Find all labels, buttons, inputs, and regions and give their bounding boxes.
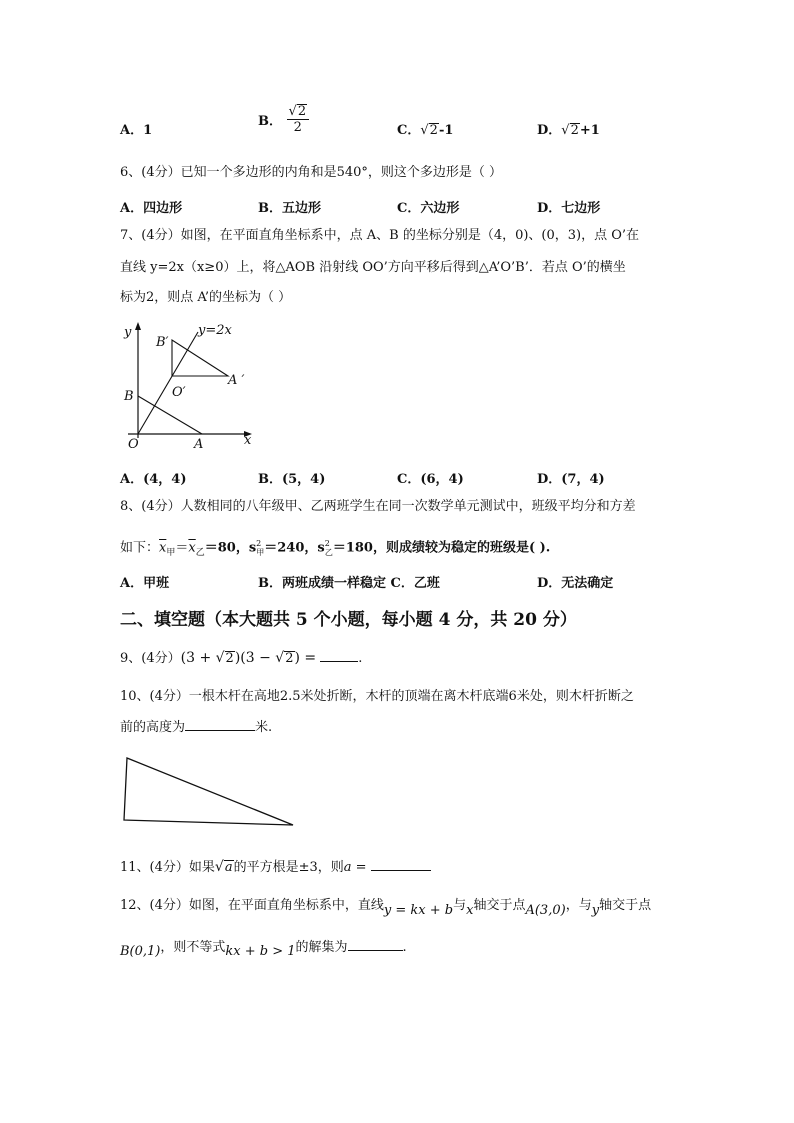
q9-expr-a: (3 +	[180, 650, 216, 666]
q9-expr-c: ) =	[294, 650, 317, 666]
q10-answer-blank[interactable]	[185, 730, 255, 731]
q8-option-d: D．无法确定	[537, 576, 614, 591]
label-a1: A ′	[228, 373, 245, 388]
segment-ba	[138, 396, 202, 434]
q8-line-2-prefix: 如下：	[120, 540, 160, 556]
section-2-heading: 二、填空题（本大题共 5 个小题，每小题 4 分，共 20 分）	[120, 610, 577, 630]
q6-option-c: C．六边形	[397, 201, 460, 216]
q5-option-b-denominator: 2	[293, 120, 302, 135]
label-o1: O′	[172, 385, 186, 400]
label-x: x	[244, 433, 252, 448]
q9: 9、(4分）(3 + √2)(3 − √2) = .	[120, 650, 363, 666]
q8-sup-1: 2	[256, 539, 262, 548]
q12-t6: 的解集为	[295, 940, 348, 955]
q11-answer-blank[interactable]	[371, 870, 431, 871]
q12-t5: ，则不等式	[160, 940, 226, 955]
q12-answer-blank[interactable]	[348, 950, 403, 951]
label-a: A	[194, 437, 204, 452]
q12-line-2	[120, 940, 407, 959]
q9-answer-blank[interactable]	[320, 661, 358, 662]
q8-line-2-d: ＝180，则成绩较为稳定的班级是( ).	[332, 540, 551, 556]
q8-line-2-b: ＝80，s	[204, 540, 257, 556]
q12-line-1	[120, 898, 652, 918]
q8-line-2	[120, 537, 550, 560]
q8-sup-2: 2	[324, 539, 330, 548]
q5-option-c: C．√2-1	[397, 123, 454, 138]
label-o: O	[128, 437, 139, 452]
q5-option-a: A．1	[120, 123, 153, 138]
q12-prefix: 12、(4分）如图，在平面直角坐标系中，直线	[120, 898, 384, 913]
q6-option-d: D．七边形	[537, 201, 601, 216]
q6-stem: 6、(4分）已知一个多边形的内角和是540°，则这个多边形是（ ）	[120, 165, 503, 180]
label-b1: B′	[156, 335, 169, 350]
q11-prefix: 11、(4分）如果	[120, 860, 215, 875]
q5-option-b	[258, 104, 309, 135]
q12-t3: ，与	[565, 898, 592, 913]
q8-eq: ＝	[175, 540, 189, 556]
label-line: y=2x	[198, 323, 232, 338]
q7-line-3: 标为2，则点 A’的坐标为（ ）	[120, 290, 292, 305]
q9-radicand-a: 2	[225, 651, 234, 666]
q9-expr-b: )(3 −	[234, 650, 276, 666]
q10-line-2	[120, 721, 272, 735]
q12-t4: 轴交于点	[599, 898, 652, 913]
q8-line-1: 8、(4分）人数相同的八年级甲、乙两班学生在同一次数学单元测试中，班级平均分和方差	[120, 499, 636, 514]
q8-line-2-c: ＝240，s	[264, 540, 325, 556]
q6-option-a: A．四边形	[120, 201, 183, 216]
q8-sub-4: 乙	[324, 547, 333, 557]
q12-y: y	[591, 903, 600, 918]
q11: 11、(4分）如果√a的平方根是±3，则a =	[120, 860, 431, 875]
q10-figure	[120, 754, 300, 828]
q9-radicand-b: 2	[285, 651, 294, 666]
q7-option-c: C．(6，4)	[397, 472, 464, 487]
label-y: y	[124, 325, 132, 340]
q5-option-c-suffix: -1	[438, 123, 454, 138]
q5-option-b-numerator: 2	[297, 104, 307, 119]
q7-figure	[120, 318, 260, 453]
q12-point-a: A(3,0)	[525, 903, 566, 918]
q7-line-1: 7、(4分）如图，在平面直角坐标系中，点 A、B 的坐标分别是（4，0)、(0，3)，点 O’在	[120, 228, 640, 243]
y-axis-arrow	[135, 322, 141, 330]
q11-eq: =	[351, 860, 371, 875]
q9-end: .	[358, 651, 363, 666]
q12-end: .	[402, 940, 407, 955]
q7-option-b: B．(5，4)	[258, 472, 326, 487]
q5-option-d: D．√2+1	[537, 123, 600, 138]
q11-mid: 的平方根是±3，则	[233, 860, 344, 875]
q5-option-c-radicand: 2	[429, 123, 438, 138]
q10-triangle	[124, 758, 293, 825]
q12-eq1: y = kx + b	[383, 903, 454, 918]
q7-option-d: D．(7，4)	[537, 472, 605, 487]
q8-xbar-2: $\overline{x}$	[188, 540, 196, 556]
q11-radicand: a	[224, 860, 233, 875]
q5-option-d-label: D．	[537, 123, 562, 138]
q10-line-2-a: 前的高度为	[120, 720, 186, 735]
q8-xbar-1: $\overline{x}$	[159, 540, 167, 556]
q12-t2: 轴交于点	[473, 898, 526, 913]
q12-x: x	[466, 903, 474, 918]
q12-t1: 与	[453, 898, 467, 913]
q7-line-2: 直线 y=2x（x≥0）上，将△AOB 沿射线 OO’方向平移后得到△A’O’B’．若点 O’的横坐	[120, 260, 626, 275]
q5-option-d-suffix: +1	[579, 123, 600, 138]
q10-line-1: 10、(4分）一根木杆在高地2.5米处折断，木杆的顶端在离木杆底端6米处，则木杆折断之	[120, 689, 634, 704]
q8-sub-2: 乙	[195, 547, 205, 558]
q12-point-b: B(0,1)	[120, 944, 161, 959]
q11-var: a	[343, 860, 352, 875]
q6-option-b: B．五边形	[258, 201, 321, 216]
q5-option-b-fraction: $\frac{√2}{2}$	[287, 104, 310, 135]
q9-prefix: 9、(4分）	[120, 651, 181, 666]
q8-sub-1: 甲	[166, 547, 176, 558]
q8-sub-3: 甲	[256, 547, 265, 557]
triangle-a1o1b1	[172, 340, 228, 376]
q5-option-c-label: C．	[397, 123, 421, 138]
label-b: B	[124, 389, 134, 404]
q8-option-a: A．甲班	[120, 576, 170, 591]
q5-option-b-label: B．	[258, 114, 282, 129]
q10-line-2-b: 米.	[255, 720, 273, 735]
q12-inequality: kx + b > 1	[225, 944, 296, 959]
q7-option-a: A．(4，4)	[120, 472, 187, 487]
q5-option-d-radicand: 2	[570, 123, 579, 138]
q8-option-b: B．两班成绩一样稳定 C．乙班	[258, 576, 440, 591]
